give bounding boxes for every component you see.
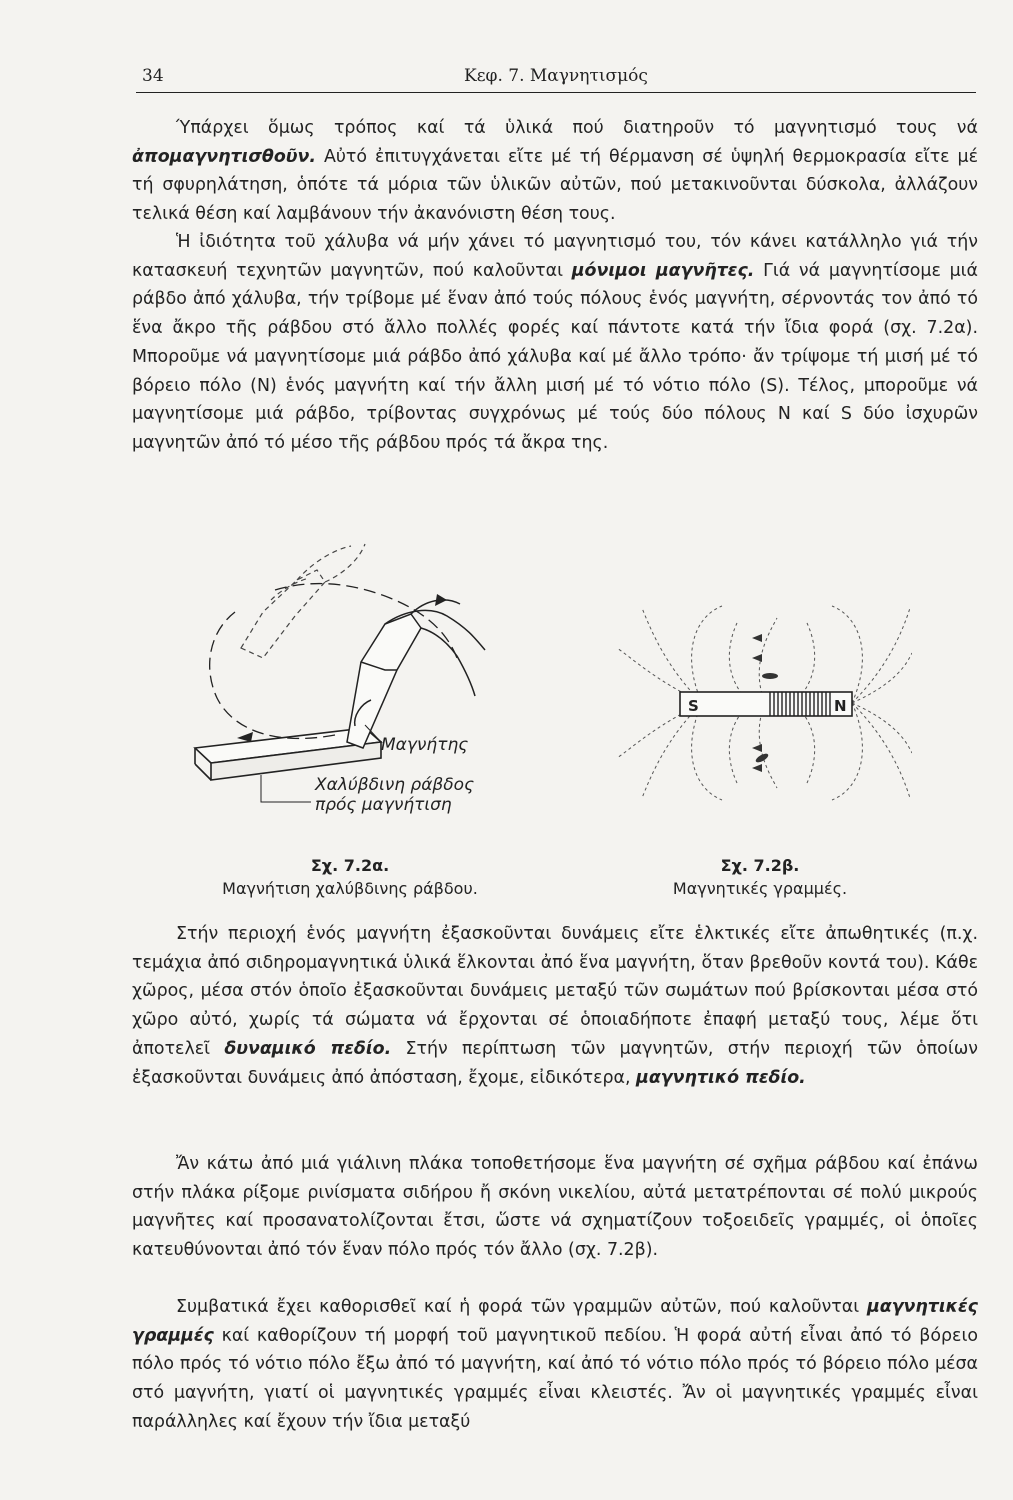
term-demagnetized: ἀπομαγνητισθοῦν.: [132, 146, 316, 167]
term-magnetic-lines: μαγνητικές γραμμές: [132, 1297, 978, 1346]
ghost-hand: [241, 544, 365, 658]
page-number: 34: [142, 66, 164, 86]
paragraph-iron-filings: Ἄν κάτω ἀπό μιά γιάλινη πλάκα τοποθετήσομε ἕνα μαγνήτη σέ σχῆμα ράβδου καί ἐπάνω στήν πλάκα ρίξομε ρινίσματα σιδήρου ἤ σκόνη νικελίου, αὐτά μετατρέπονται σέ πολύ μικρούς μαγνῆτες καί προσανατολίζονται ἔτσι, ὥστε νά σχηματίζουν τοξοειδεῖς γραμμές, οἱ ὁποῖες κατευθύνονται ἀπό τόν ἕναν πόλο πρός τόν ἄλλο (σχ. 7.2β).: [132, 1154, 978, 1261]
figure-7-2a: [185, 520, 525, 830]
hand-with-magnet: [347, 600, 485, 748]
label-steel-bar: Χαλύβδινη ράβδος: [315, 775, 475, 795]
arrow-head: [237, 732, 253, 742]
caption-number: Σχ. 7.2α.: [310, 856, 390, 875]
label-magnet: Μαγνήτης: [381, 735, 469, 755]
running-title: Κεφ. 7. Μαγνητισμός: [464, 66, 648, 86]
compass-needle: [762, 673, 778, 679]
pole-s: S: [688, 697, 699, 715]
arrow-head: [435, 594, 447, 606]
label-to-magnetize: πρός μαγνήτιση: [315, 795, 452, 815]
term-dynamic-field: δυναμικό πεδίο.: [224, 1038, 392, 1059]
caption-7-2a: [180, 856, 520, 898]
bar-magnet: [680, 692, 852, 716]
figure-7-2b: [612, 598, 912, 808]
paragraph-field: Στήν περιοχή ἑνός μαγνήτη ἐξασκοῦνται δυνάμεις εἴτε ἑλκτικές εἴτε ἀπωθητικές (π.χ. τεμάχια ἀπό σιδηρομαγνητικά ὑλικά ἕλκονται ἀπό ἕνα μαγνήτη, ὅταν βρεθοῦν κοντά του). Κάθε χῶρος, μέσα στόν ὁποῖο ἐξασκοῦνται δυνάμεις μεταξύ τῶν σωμάτων πού βρίσκονται μέσα στό χῶρο αὐτό, χωρίς τά σώματα νά ἔρχονται σέ ὁποιαδήποτε ἐπαφή μεταξύ τους, λέμε ὅτι ἀποτελεῖ δυναμικό πεδίο. Στήν περίπτωση τῶν μαγνητῶν, στήν περιοχή τῶν ὁποίων ἐξασκοῦνται δυνάμεις ἀπό ἀπόσταση, ἔχομε, εἰδικότερα, μαγνητικό πεδίο.: [132, 924, 978, 1088]
paragraph-demagnetization: Ύπάρχει ὅμως τρόπος καί τά ὑλικά πού διατηροῦν τό μαγνητισμό τους νά ἀπομαγνητισθοῦν. Αὐτό ἐπιτυγχάνεται εἴτε μέ τή θέρμανση σέ ὑψηλή θερμοκρασία εἴτε μέ τή σφυρηλάτηση, ὁπότε τά μόρια τῶν ὑλικῶν αὐτῶν, πού μετακινοῦνται δύσκολα, ἀλλάζουν τελικά θέση καί λαμβάνουν τήν ἀκανόνιστη θέση τους.: [132, 118, 978, 225]
paragraph-permanent-magnets: Ἡ ἰδιότητα τοῦ χάλυβα νά μήν χάνει τό μαγνητισμό του, τόν κάνει κατάλληλο γιά τήν κατασκευή τεχνητῶν μαγνητῶν, πού καλοῦνται μόνιμοι μαγνῆτες. Γιά νά μαγνητίσομε μιά ράβδο ἀπό χάλυβα, τήν τρίβομε μέ ἕναν ἀπό τούς πόλους ἑνός μαγνήτη, σέρνοντάς τον ἀπό τό ἕνα ἄκρο τῆς ράβδου στό ἄλλο πολλές φορές καί πάντοτε κατά τήν ἴδια φορά (σχ. 7.2α). Μποροῦμε νά μαγνητίσομε μιά ράβδο ἀπό χάλυβα καί μέ ἄλλο τρόπο· ἄν τρίψομε τή μισή μέ τό βόρειο πόλο (N) ἑνός μαγνήτη καί τήν ἄλλη μισή μέ τό νότιο πόλο (S). Τέλος, μποροῦμε νά μαγνητίσομε μιά ράβδο, τρίβοντας συγχρόνως μέ τούς δύο πόλους N καί S δύο ἰσχυρῶν μαγνητῶν ἀπό τό μέσο τῆς ράβδου πρός τά ἄκρα της.: [132, 232, 979, 453]
paragraph-field-lines: Συμβατικά ἔχει καθορισθεῖ καί ἡ φορά τῶν γραμμῶν αὐτῶν, πού καλοῦνται μαγνητικές γραμμές καί καθορίζουν τή μορφή τοῦ μαγνητικοῦ πεδίου. Ἡ φορά αὐτή εἶναι ἀπό τό βόρειο πόλο πρός τό νότιο πόλο ἔξω ἀπό τό μαγνήτη, καί ἀπό τό νότιο πόλο πρός τό βόρειο πόλο μέσα στό μαγνήτη, γιατί οἱ μαγνητικές γραμμές εἶναι κλειστές. Ἄν οἱ μαγνητικές γραμμές εἶναι παράλληλες καί ἔχουν τήν ἴδια μεταξύ: [132, 1297, 978, 1432]
caption-text: Μαγνήτιση χαλύβδινης ράβδου.: [222, 879, 478, 898]
caption-number: Σχ. 7.2β.: [720, 856, 800, 875]
page-header: [136, 62, 976, 93]
caption-text: Μαγνητικές γραμμές.: [672, 879, 848, 898]
caption-7-2b: [630, 856, 890, 898]
term-magnetic-field: μαγνητικό πεδίο.: [636, 1067, 806, 1088]
pole-n: N: [834, 697, 847, 715]
term-permanent-magnets: μόνιμοι μαγνῆτες.: [571, 260, 755, 281]
